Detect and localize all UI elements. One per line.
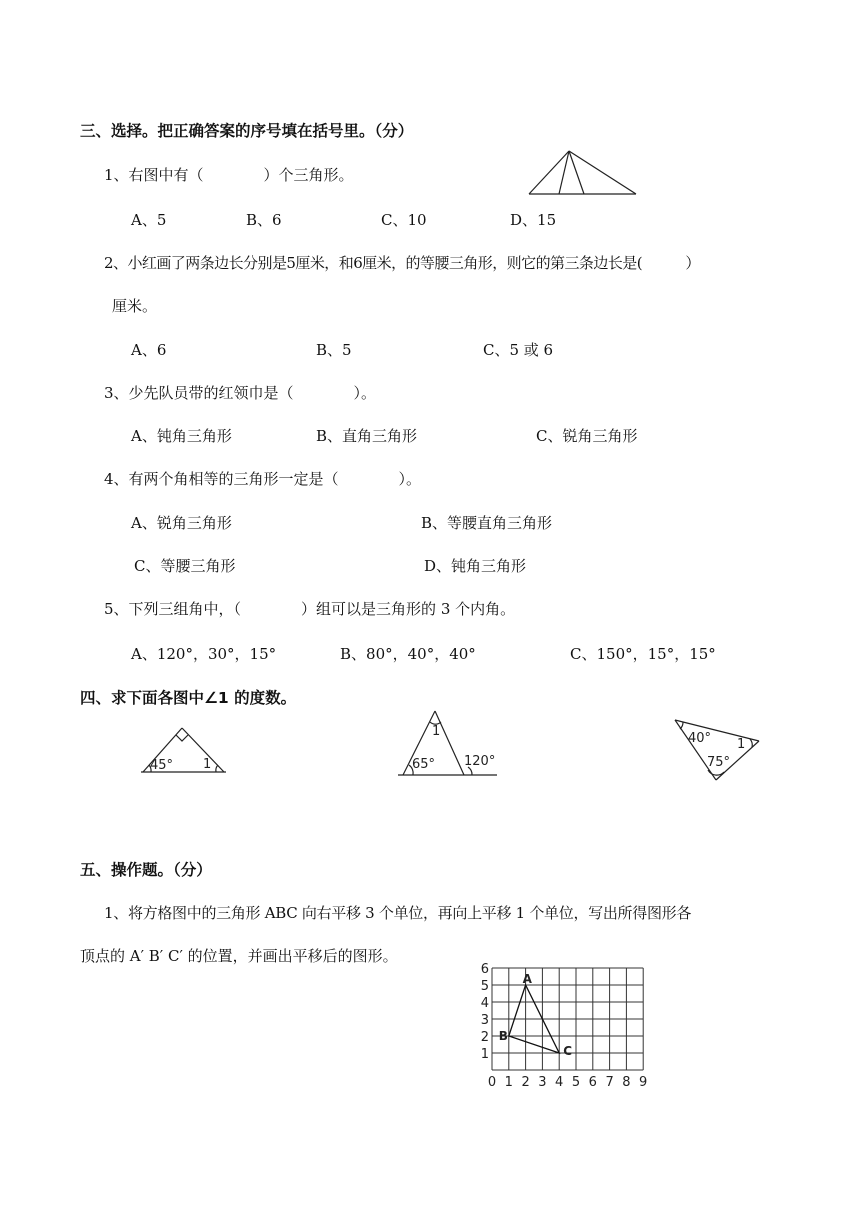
q2-option-b: B、5: [316, 341, 352, 359]
q5-stem: 5、下列三组角中，（ ）组可以是三角形的 3 个内角。: [104, 600, 516, 618]
section5-q1-line2: 顶点的 A′ B′ C′ 的位置，并画出平移后的图形。: [80, 947, 398, 965]
x-tick-label: 9: [639, 1075, 648, 1090]
y-tick-label: 5: [480, 979, 489, 994]
y-tick-label: 4: [480, 996, 489, 1011]
figure3-triangle: [675, 720, 759, 780]
q1-option-c: C、10: [381, 211, 427, 229]
x-tick-label: 0: [487, 1075, 497, 1090]
section4-title: 四、求下面各图中∠1 的度数。: [80, 689, 297, 707]
x-tick-label: 1: [504, 1075, 513, 1090]
q4-option-c: C、等腰三角形: [134, 557, 236, 575]
y-tick-label: 3: [480, 1013, 489, 1028]
q1-option-d: D、15: [510, 211, 557, 229]
x-tick-label: 6: [588, 1075, 597, 1090]
q5-option-a: A、120°，30°，15°: [131, 645, 277, 663]
y-tick-label: 2: [480, 1030, 489, 1045]
q4-stem: 4、有两个角相等的三角形一定是（ ）。: [104, 470, 422, 488]
x-tick-label: 5: [571, 1075, 581, 1090]
y-tick-label: 6: [480, 962, 489, 977]
vertex-label-b: B: [498, 1029, 508, 1043]
q5-option-c: C、150°，15°，15°: [570, 645, 716, 663]
figure3-angle-1-label: 1: [737, 737, 746, 752]
q3-stem: 3、少先队员带的红领巾是（ ）。: [104, 384, 377, 402]
q5-option-b: B、80°，40°，40°: [340, 645, 476, 663]
figure2-angle-120-label: 120°: [464, 754, 496, 769]
section3-title: 三、选择。把正确答案的序号填在括号里。（分）: [80, 122, 414, 140]
figure2-angle-1-label: 1: [432, 724, 441, 739]
figure3-angle-75-label: 75°: [707, 755, 731, 770]
q2-stem-continued: 厘米。: [112, 297, 158, 315]
vertex-label-a: A: [522, 972, 532, 986]
q2-stem: 2、小红画了两条边长分别是5厘米，和6厘米，的等腰三角形，则它的第三条边长是( ）: [104, 254, 700, 272]
figure1-angle-45-label: 45°: [150, 758, 174, 773]
x-tick-label: 8: [622, 1075, 631, 1090]
x-tick-label: 4: [555, 1075, 564, 1090]
section5-title: 五、操作题。（分）: [80, 861, 212, 879]
section5-q1-line1: 1、将方格图中的三角形 ABC 向右平移 3 个单位，再向上平移 1 个单位，写出所得图形各: [104, 904, 692, 922]
q1-stem: 1、右图中有（ ）个三角形。: [104, 166, 354, 184]
q4-option-b: B、等腰直角三角形: [421, 514, 553, 532]
q3-option-c: C、锐角三角形: [536, 427, 638, 445]
x-tick-label: 7: [605, 1075, 614, 1090]
q1-option-a: A、5: [131, 211, 167, 229]
q1-option-b: B、6: [246, 211, 282, 229]
coordinate-grid: [480, 952, 680, 1092]
y-tick-label: 1: [480, 1047, 489, 1062]
x-tick-label: 2: [521, 1075, 530, 1090]
figure2-angle-65-label: 65°: [412, 757, 436, 772]
figure1-angle-1-label: 1: [203, 757, 212, 772]
figure3-angle-40-label: 40°: [688, 731, 712, 746]
q3-option-b: B、直角三角形: [316, 427, 418, 445]
q2-option-c: C、5 或 6: [483, 341, 554, 359]
q3-option-a: A、钝角三角形: [131, 427, 232, 445]
q4-option-a: A、锐角三角形: [131, 514, 232, 532]
q2-option-a: A、6: [131, 341, 167, 359]
q4-option-d: D、钝角三角形: [424, 557, 527, 575]
x-tick-label: 3: [538, 1075, 547, 1090]
vertex-label-c: C: [563, 1044, 573, 1058]
